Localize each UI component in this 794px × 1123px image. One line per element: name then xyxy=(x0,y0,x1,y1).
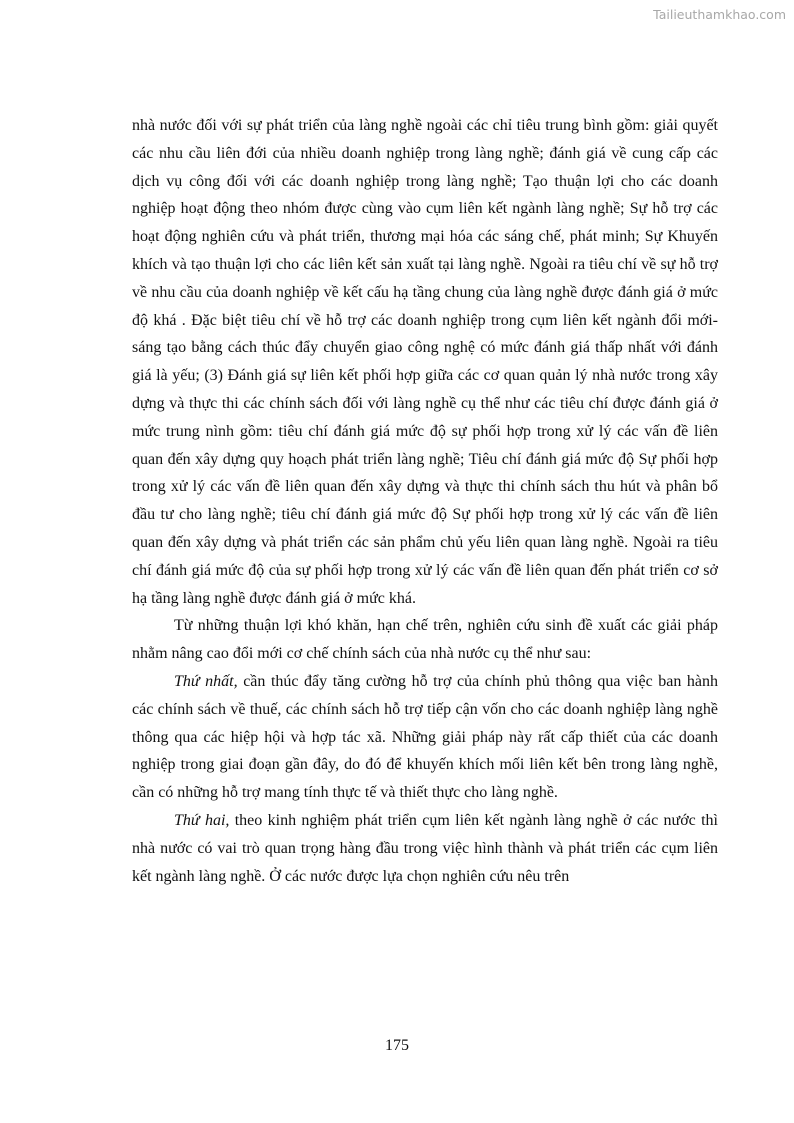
document-body xyxy=(132,112,718,890)
paragraph-text: theo kinh nghiệm phát triển cụm liên kết ngành làng nghề ở các nước thì nhà nước có vai trò quan trọng hàng đầu trong việc hình thành và phát triển các cụm liên kết ngành làng nghề. Ở các nước được lựa chọn nghiên cứu nêu trên xyxy=(132,811,718,885)
paragraph-text: cần thúc đẩy tăng cường hỗ trợ của chính phủ thông qua việc ban hành các chính sách về thuế, các chính sách hỗ trợ tiếp cận vốn cho các doanh nghiệp làng nghề thông qua các hiệp hội và hợp tác xã. Những giải pháp này rất cấp thiết của các doanh nghiệp trong giai đoạn gần đây, do đó để khuyến khích mối liên kết bên trong làng nghề, cần có những hỗ trợ mang tính thực tế và thiết thực cho làng nghề. xyxy=(132,672,719,802)
paragraph-lead: Thứ hai, xyxy=(174,811,230,829)
paragraph-lead: Thứ nhất, xyxy=(174,672,238,690)
paragraph-continuation xyxy=(132,112,718,612)
paragraph-proposal-intro xyxy=(132,612,718,668)
paragraph-text: Từ những thuận lợi khó khăn, hạn chế trên, nghiên cứu sinh đề xuất các giải pháp nhằm nâng cao đổi mới cơ chế chính sách của nhà nước cụ thể như sau: xyxy=(132,617,718,663)
paragraph-second-solution xyxy=(132,807,718,890)
paragraph-text: nhà nước đối với sự phát triển của làng nghề ngoài các chỉ tiêu trung bình gồm: giải quyết các nhu cầu liên đới của nhiều doanh nghiệp trong làng nghề; đánh giá về cung cấp các dịch vụ công đối với các doanh nghiệp trong làng nghề; Tạo thuận lợi cho các doanh nghiệp hoạt động theo nhóm được cùng vào cụm liên kết ngành làng nghề; Sự hỗ trợ các hoạt động nghiên cứu và phát triển, thương mại hóa các sáng chế, phát minh; Sự Khuyến khích và tạo thuận lợi cho các liên kết sản xuất tại làng nghề. Ngoài ra tiêu chí về sự hỗ trợ về nhu cầu của doanh nghiệp về kết cấu hạ tầng chung của làng nghề được đánh giá ở mức độ khá . Đặc biệt tiêu chí về hỗ trợ các doanh nghiệp trong cụm liên kết ngành đổi mới-sáng tạo bằng cách thúc đẩy chuyển giao công nghệ có mức đánh giá thấp nhất với đánh giá là yếu; (3) Đánh giá sự liên kết phối hợp giữa các cơ quan quản lý nhà nước trong xây dựng và thực thi các chính sách đối với làng nghề cụ thể như các tiêu chí được đánh giá ở mức trung nình gồm: tiêu chí đánh giá mức độ sự phối hợp trong xử lý các vấn đề liên quan đến xây dựng quy hoạch phát triển làng nghề; Tiêu chí đánh giá mức độ Sự phối hợp trong xử lý các vấn đề liên quan đến xây dựng và thực thi chính sách thu hút và phân bổ đầu tư cho làng nghề; tiêu chí đánh giá mức độ Sự phối hợp trong xử lý các vấn đề liên quan đến xây dựng và phát triển các sản phẩm chủ yếu liên quan làng nghề. Ngoài ra tiêu chí đánh giá mức độ của sự phối hợp trong xử lý các vấn đề liên quan đến phát triển cơ sở hạ tầng làng nghề được đánh giá ở mức khá. xyxy=(132,117,718,607)
page-number: 175 xyxy=(385,1037,409,1054)
paragraph-first-solution xyxy=(132,668,718,807)
watermark: Tailieuthamkhao.com xyxy=(653,7,786,22)
